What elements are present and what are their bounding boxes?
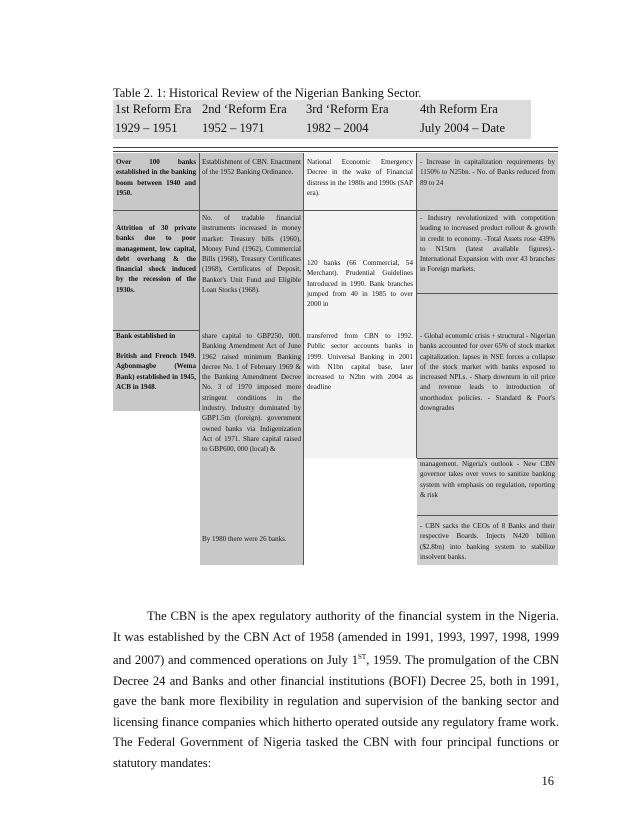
row-divider — [417, 515, 558, 516]
era-3-header — [306, 100, 389, 138]
era-2-bank-count-text: By 1980 there were 26 banks. — [202, 535, 287, 543]
era-4-capitalization-text: - Increase in capitalization requirements by 1150% to N25bn. - No. of Banks reduced from 89 to 24 — [420, 158, 555, 187]
era-4-header — [420, 100, 505, 138]
paragraph-text-part1: The CBN is the apex regulatory authority of the financial system in the Nigeria. It was established by the CBN Act of 1958 (amended in 1991, 1993, 1997, 1998, 1999 and 2007) and commenced operations on July 1 — [113, 609, 559, 668]
era-4-cbn-sacks-ceos-text: - CBN sacks the CEOs of 8 Banks and their respective Boards. Injects N420 billion ($2.8bn) into banking system to stabilize insolvent banks. — [420, 522, 555, 561]
era-1-name: 1st Reform Era — [115, 102, 192, 116]
era-4-global-crisis-text: - Global economic crisis + structural - Nigerian banks accounted for over 65% of stock market capitalization. lapses in NSE forces a collapse of the stock market with banks exposed to increased NPLs. - Sharp downturn in oil price and revenue leads to introduction of unorthodox policies. - Standard & Poor's downgrades — [420, 332, 555, 413]
table-caption: Table 2. 1: Historical Review of the Nigerian Banking Sector. — [113, 86, 422, 100]
row-divider — [113, 210, 558, 211]
era-2-instruments-text: No. of tradable financial instruments increased in money market: Treasury bills (1960), Money Fund (1962), Commercial Bills (1968), Treasury Certificates (1968), Certificates of Deposit, Banker's Unit Fund and Eligible Loan Stocks (1968). — [202, 214, 301, 295]
history-table — [113, 153, 558, 565]
era-2-header — [202, 100, 287, 138]
paragraph-text-part2: , 1959. The promulgation of the CBN Decree 24 and Banks and other financial institutions (BOFI) Decree 25, both in 1991, gave the bank more flexibility in regulation and supervision of the banking sector and licensing finance companies which hitherto operated outside any regulatory frame work. The Federal Government of Nigeria tasked the CBN with four principal functions or statutory mandates: — [113, 653, 559, 770]
era-3-period: 1982 – 2004 — [306, 121, 369, 135]
era-4-new-governor-text: management. Nigeria's outlook - New CBN governor takes over vows to sanitize banking system with emphasis on regulation, reporting & risk — [420, 460, 555, 499]
era-4-revolution-text: - Industry revolutionized with competition leading to increased product rollout & growth in credit to economy. -Total Assets rose 439% to N15trn (latest available figures).- International Expansion with over 43 branches in Foreign markets. — [420, 214, 555, 274]
column-divider — [416, 153, 417, 458]
era-1-header — [115, 100, 191, 138]
era-1-bank-established-text: Bank established in — [116, 332, 176, 340]
era-2-name: 2nd ‘Reform Era — [202, 102, 287, 116]
era-1-banking-boom-text: Over 100 banks established in the banking boom between 1940 and 1950. — [116, 158, 196, 197]
column-divider — [199, 153, 200, 411]
page-number: 16 — [541, 774, 554, 788]
era-4-name: 4th Reform Era — [420, 102, 498, 116]
paragraph-superscript: ST — [358, 653, 367, 661]
header-rule-top — [113, 147, 558, 148]
era-4-period: July 2004 – Date — [420, 121, 506, 135]
row-divider — [417, 293, 558, 294]
era-3-universal-banking-text: transferred from CBN to 1992. Public sector accounts banks in 1999. Universal Banking in 2001 with N1bn capital base, later increased to N2bn with 2004 as deadline — [307, 332, 413, 392]
column-divider — [303, 153, 304, 565]
era-1-period: 1929 – 1951 — [115, 121, 178, 135]
era-3-emergency-decree-text: National Economic Emergency Decree in the wake of Financial distress in the 1980s and 1990s (SAP era). — [307, 158, 413, 197]
era-3-name: 3rd ‘Reform Era — [306, 102, 389, 116]
era-header — [113, 100, 531, 139]
header-rule-bottom — [113, 151, 558, 152]
era-1-wema-acb-text: British and French 1949. Agbonmagbe (Wema Bank) established in 1945, ACB in 1948. — [116, 352, 196, 391]
era-2-share-capital-text: share capital to GBP250, 000. Banking Amendment Act of June 1962 raised minimum Banking decree No. 1 of February 1969 & the Banking Amendment Decree No. 3 of 1970 imposed more stringent conditions in the industry. Industry dominated by GBP1.5m (foreign). government owned banks via Indigenization Act of 1971. Share capital raised to GBP600, 000 (local) & — [202, 332, 301, 454]
era-2-period: 1952 – 1971 — [202, 121, 265, 135]
body-paragraph — [113, 606, 559, 773]
era-1-attrition-text: Attrition of 30 private banks due to poor management, low capital, debt overhang & the financial shock induced by the recession of the 1930s. — [116, 224, 196, 294]
era-3-bank-branches-text: 120 banks (66 Commercial, 54 Merchant). Prudential Guidelines Introduced in 1990. Bank branches jumped from 40 in 1985 to over 2000 in — [307, 259, 413, 309]
era-2-cbn-establishment-text: Establishment of CBN. Enactment of the 1952 Banking Ordinance. — [202, 158, 301, 177]
